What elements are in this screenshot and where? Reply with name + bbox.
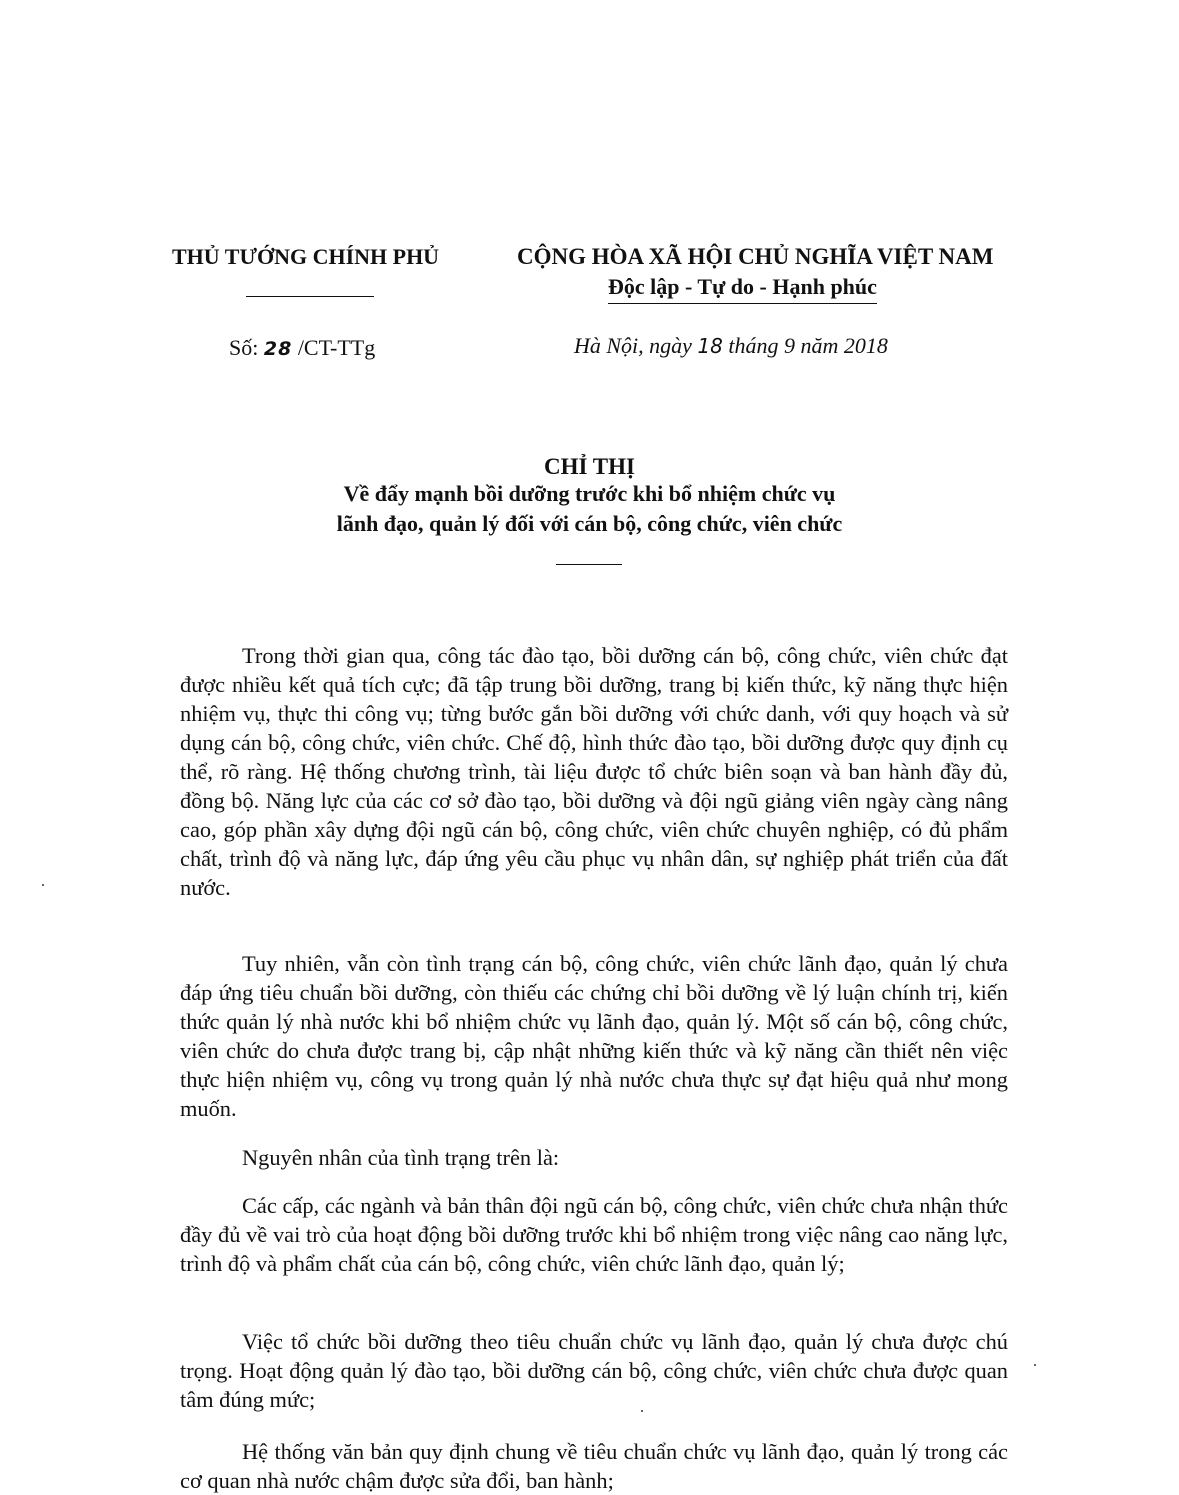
body-paragraph-2: Tuy nhiên, vẫn còn tình trạng cán bộ, công chức, viên chức lãnh đạo, quản lý chưa đáp ứng tiêu chuẩn bồi dưỡng, còn thiếu các chứng chỉ bồi dưỡng về lý luận chính trị, kiến thức quản lý nhà nước khi bổ nhiệm chức vụ lãnh đạo, quản lý. Một số cán bộ, công chức, viên chức do chưa được trang bị, cập nhật những kiến thức và kỹ năng cần thiết nên việc thực hiện nhiệm vụ, công vụ trong quản lý nhà nước chưa thực sự đạt hiệu quả như mong muốn. — [180, 951, 1008, 1121]
title-divider — [556, 564, 622, 565]
document-number-prefix: Số: — [229, 335, 259, 360]
agency-underline — [246, 296, 374, 297]
body-paragraph-3: Nguyên nhân của tình trạng trên là: — [242, 1145, 560, 1170]
national-motto: Độc lập - Tự do - Hạnh phúc — [608, 274, 877, 304]
scan-speck — [42, 884, 44, 886]
document-number-suffix: /CT-TTg — [297, 335, 376, 360]
place-and-date — [574, 333, 888, 359]
body-paragraph-1: Trong thời gian qua, công tác đào tạo, bồi dưỡng cán bộ, công chức, viên chức đạt được nhiều kết quả tích cực; đã tập trung bồi dưỡng, trang bị kiến thức, kỹ năng thực hiện nhiệm vụ, thực thi công vụ; từng bước gắn bồi dưỡng với chức danh, với quy hoạch và sử dụng cán bộ, công chức, viên chức. Chế độ, hình thức đào tạo, bồi dưỡng được quy định cụ thể, rõ ràng. Hệ thống chương trình, tài liệu được tổ chức biên soạn và ban hành đầy đủ, đồng bộ. Năng lực của các cơ sở đào tạo, bồi dưỡng và đội ngũ giảng viên ngày càng nâng cao, góp phần xây dựng đội ngũ cán bộ, công chức, viên chức chuyên nghiệp, có đủ phẩm chất, trình độ và năng lực, đáp ứng yêu cầu phục vụ nhân dân, sự nghiệp phát triển của đất nước. — [180, 643, 1008, 900]
document-number — [229, 335, 375, 361]
document-subject-line-1: Về đẩy mạnh bồi dưỡng trước khi bổ nhiệm chức vụ — [343, 481, 836, 506]
document-type: CHỈ THỊ — [544, 454, 635, 479]
body-paragraph-5: Việc tổ chức bồi dưỡng theo tiêu chuẩn chức vụ lãnh đạo, quản lý chưa được chú trọng. Hoạt động quản lý đào tạo, bồi dưỡng cán bộ, công chức, viên chức chưa được quan tâm đúng mức; — [180, 1329, 1008, 1412]
issuing-agency: THỦ TƯỚNG CHÍNH PHỦ — [172, 244, 440, 269]
scan-speck — [1034, 1364, 1036, 1366]
date-suffix: tháng 9 năm 2018 — [728, 333, 888, 358]
date-day-handwritten: 18 — [697, 334, 723, 358]
document-subject-line-2: lãnh đạo, quản lý đối với cán bộ, công chức, viên chức — [336, 511, 843, 536]
body-paragraph-6: Hệ thống văn bản quy định chung về tiêu chuẩn chức vụ lãnh đạo, quản lý trong các cơ quan nhà nước chậm được sửa đổi, ban hành; — [180, 1439, 1008, 1493]
national-title: CỘNG HÒA XÃ HỘI CHỦ NGHĨA VIỆT NAM — [517, 244, 994, 269]
document-number-handwritten: 28 — [263, 338, 293, 360]
body-paragraph-4: Các cấp, các ngành và bản thân đội ngũ cán bộ, công chức, viên chức chưa nhận thức đầy đủ về vai trò của hoạt động bồi dưỡng trước khi bổ nhiệm trong việc nâng cao năng lực, trình độ và phẩm chất của cán bộ, công chức, viên chức lãnh đạo, quản lý; — [180, 1193, 1008, 1276]
date-prefix: Hà Nội, ngày — [574, 333, 692, 358]
scan-speck — [641, 1410, 643, 1412]
